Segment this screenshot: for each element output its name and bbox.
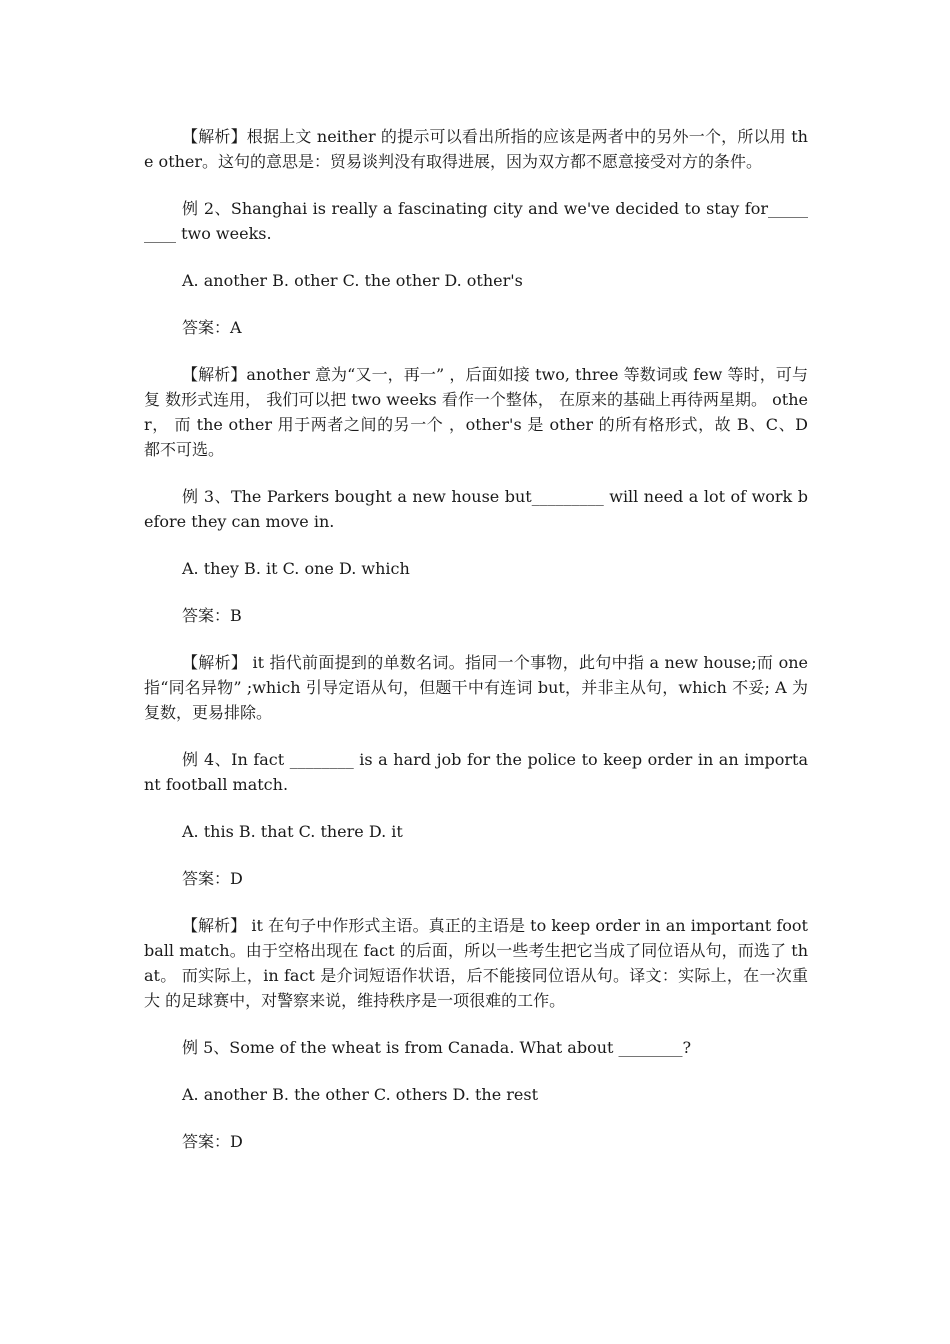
analysis-paragraph: 【解析】another 意为“又一，再一” ，后面如接 two, three 等数词或 few 等时，可与复 数形式连用， 我们可以把 two weeks 看作一个整体， 在原来的基础上再待两星期。 other， 而 the other 用于两者之间的另一个 ，other's 是 other 的所有格形式，故 B、C、D 都不可选。 [144, 365, 814, 459]
answer-paragraph: 答案：B [182, 606, 242, 625]
options-paragraph: A. this B. that C. there D. it [182, 822, 403, 841]
document-page [144, 124, 814, 1176]
options-paragraph: A. they B. it C. one D. which [182, 559, 410, 578]
options-paragraph: A. another B. other C. the other D. other's [182, 271, 523, 290]
answer-paragraph: 答案：D [182, 1132, 243, 1151]
question-paragraph: 例 2、Shanghai is really a fascinating city and we've decided to stay for_________ two weeks. [144, 199, 808, 243]
analysis-paragraph: 【解析】根据上文 neither 的提示可以看出所指的应该是两者中的另外一个，所以用 the other。这句的意思是：贸易谈判没有取得进展，因为双方都不愿意接受对方的条件。 [144, 127, 808, 171]
analysis-paragraph: 【解析】 it 在句子中作形式主语。真正的主语是 to keep order in an important football match。由于空格出现在 fact 的后面，所以一些考生把它当成了同位语从句，而选了 that。 而实际上，in fact 是介词短语作状语，后不能接同位语从句。译文：实际上，在一次重大 的足球赛中，对警察来说，维持秩序是一项很难的工作。 [144, 916, 808, 1010]
question-paragraph: 例 5、Some of the wheat is from Canada. What about ________? [182, 1038, 692, 1057]
answer-paragraph: 答案：D [182, 869, 243, 888]
question-paragraph: 例 3、The Parkers bought a new house but_________ will need a lot of work before they can move in. [144, 487, 808, 531]
analysis-paragraph: 【解析】 it 指代前面提到的单数名词。指同一个事物，此句中指 a new house;而 one 指“同名异物” ;which 引导定语从句，但题干中有连词 but，并非主从句，which 不妥; A 为复数，更易排除。 [144, 653, 814, 722]
question-paragraph: 例 4、In fact ________ is a hard job for the police to keep order in an important football match. [144, 750, 808, 794]
options-paragraph: A. another B. the other C. others D. the rest [182, 1085, 539, 1104]
answer-paragraph: 答案：A [182, 318, 242, 337]
